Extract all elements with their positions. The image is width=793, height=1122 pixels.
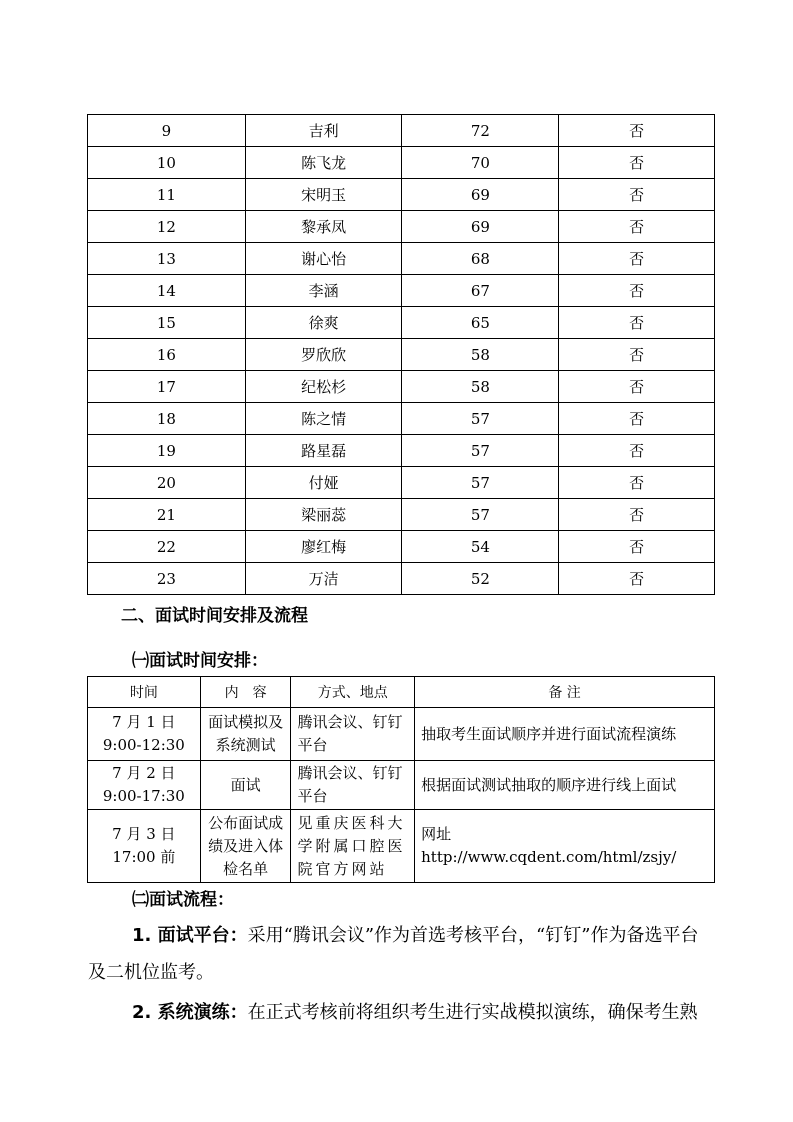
time-range-text: 9:00-12:30: [102, 736, 185, 754]
table-row: [88, 531, 715, 563]
qualified: 否: [559, 467, 715, 499]
score: 65: [402, 307, 559, 339]
table-row: [88, 403, 715, 435]
table-row: [88, 810, 715, 883]
candidate-name: 付娅: [245, 467, 402, 499]
score: 69: [402, 179, 559, 211]
schedule-table: [87, 676, 715, 883]
website-link[interactable]: http://www.cqdent.com/html/zsjy/: [421, 848, 677, 866]
content-text: 系统测试: [215, 736, 276, 754]
note-text: 根据面试测试抽取的顺序进行线上面试: [421, 775, 677, 794]
table-row: [88, 499, 715, 531]
subsection-heading-process: ㈡面试流程：: [132, 890, 234, 910]
method-text: 平台: [297, 736, 328, 754]
header-row: [88, 677, 715, 708]
header-method: 方式、地点: [291, 677, 415, 708]
table-row: [88, 147, 715, 179]
score: 72: [402, 115, 559, 147]
qualified: 否: [559, 499, 715, 531]
candidate-name: 李涵: [245, 275, 402, 307]
row-number: 13: [88, 243, 246, 275]
paragraph-rehearsal: [88, 994, 718, 1031]
score: 58: [402, 371, 559, 403]
qualified: 否: [559, 435, 715, 467]
score: 68: [402, 243, 559, 275]
score: 67: [402, 275, 559, 307]
candidate-name: 谢心怡: [245, 243, 402, 275]
content-text: 面试: [230, 775, 261, 794]
method-text: 平台: [297, 787, 328, 805]
table-row: [88, 339, 715, 371]
score: 52: [402, 563, 559, 595]
paragraph-line: 及二机位监考。: [88, 962, 214, 983]
row-number: 21: [88, 499, 246, 531]
row-number: 20: [88, 467, 246, 499]
qualified: 否: [559, 563, 715, 595]
candidate-name: 梁丽蕊: [245, 499, 402, 531]
method-cell: [291, 708, 415, 761]
time-cell: [88, 810, 201, 883]
content-cell: [200, 810, 291, 883]
row-number: 22: [88, 531, 246, 563]
row-number: 19: [88, 435, 246, 467]
row-number: 23: [88, 563, 246, 595]
schedule-table-header: [88, 677, 715, 708]
qualified: 否: [559, 147, 715, 179]
header-note: 备 注: [415, 677, 715, 708]
qualified: 否: [559, 179, 715, 211]
section-heading: 二、面试时间安排及流程: [121, 606, 308, 626]
qualified: 否: [559, 275, 715, 307]
qualified: 否: [559, 243, 715, 275]
note-text: 网址: [421, 825, 452, 843]
qualified: 否: [559, 403, 715, 435]
content-text: 面试模拟及: [208, 713, 284, 731]
score: 54: [402, 531, 559, 563]
candidate-name: 徐爽: [245, 307, 402, 339]
score-table-body: [88, 115, 715, 595]
candidate-name: 吉利: [245, 115, 402, 147]
table-row: [88, 435, 715, 467]
method-cell: [291, 810, 415, 883]
row-number: 17: [88, 371, 246, 403]
header-time: 时间: [88, 677, 201, 708]
table-row: [88, 708, 715, 761]
table-row: [88, 243, 715, 275]
score-table: [87, 114, 715, 595]
content-cell: [200, 761, 291, 810]
table-row: [88, 211, 715, 243]
paragraph-text: 采用“腾讯会议”作为首选考核平台，“钉钉”作为备选平台: [247, 925, 699, 946]
note-cell: [415, 761, 715, 810]
table-row: [88, 275, 715, 307]
time-cell: [88, 708, 201, 761]
date-text: 7 月 1 日: [112, 713, 176, 731]
header-content: 内 容: [200, 677, 291, 708]
row-number: 12: [88, 211, 246, 243]
table-row: [88, 467, 715, 499]
date-text: 7 月 3 日: [112, 825, 176, 843]
table-row: [88, 761, 715, 810]
method-text: 见重庆医科大: [297, 813, 406, 832]
candidate-name: 宋明玉: [245, 179, 402, 211]
method-text: 学附属口腔医: [297, 836, 406, 855]
qualified: 否: [559, 371, 715, 403]
table-row: [88, 115, 715, 147]
score: 69: [402, 211, 559, 243]
table-row: [88, 307, 715, 339]
qualified: 否: [559, 531, 715, 563]
method-text: 腾讯会议、钉钉: [297, 713, 403, 731]
row-number: 16: [88, 339, 246, 371]
qualified: 否: [559, 307, 715, 339]
score: 57: [402, 435, 559, 467]
paragraph-text: 在正式考核前将组织考生进行实战模拟演练，确保考生熟: [247, 1002, 698, 1023]
method-text: 院官方网站: [297, 859, 388, 878]
time-cell: [88, 761, 201, 810]
time-range-text: 9:00-17:30: [102, 787, 185, 805]
content-cell: [200, 708, 291, 761]
paragraph-line: [88, 917, 718, 954]
table-row: [88, 371, 715, 403]
paragraph-line: [88, 994, 718, 1031]
candidate-name: 路星磊: [245, 435, 402, 467]
row-number: 14: [88, 275, 246, 307]
note-cell: [415, 708, 715, 761]
table-row: [88, 563, 715, 595]
candidate-name: 廖红梅: [245, 531, 402, 563]
time-range-text: 17:00 前: [112, 848, 176, 866]
candidate-name: 陈之情: [245, 403, 402, 435]
method-cell: [291, 761, 415, 810]
score: 58: [402, 339, 559, 371]
candidate-name: 陈飞龙: [245, 147, 402, 179]
table-row: [88, 179, 715, 211]
row-number: 10: [88, 147, 246, 179]
qualified: 否: [559, 115, 715, 147]
note-cell: [415, 810, 715, 883]
score: 70: [402, 147, 559, 179]
subsection-heading-schedule: ㈠面试时间安排：: [132, 651, 268, 671]
row-number: 9: [88, 115, 246, 147]
date-text: 7 月 2 日: [112, 764, 176, 782]
score: 57: [402, 499, 559, 531]
paragraph-label: 1. 面试平台：: [132, 925, 248, 946]
candidate-name: 万洁: [245, 563, 402, 595]
candidate-name: 纪松杉: [245, 371, 402, 403]
schedule-table-body: [88, 708, 715, 883]
score: 57: [402, 403, 559, 435]
content-text: 绩及进入体: [208, 836, 284, 855]
method-text: 腾讯会议、钉钉: [297, 764, 403, 782]
score: 57: [402, 467, 559, 499]
paragraph-platform: [88, 917, 718, 991]
paragraph-label: 2. 系统演练：: [132, 1002, 248, 1023]
qualified: 否: [559, 339, 715, 371]
candidate-name: 黎承凤: [245, 211, 402, 243]
row-number: 18: [88, 403, 246, 435]
content-text: 检名单: [223, 859, 269, 878]
qualified: 否: [559, 211, 715, 243]
note-text: 抽取考生面试顺序并进行面试流程演练: [421, 724, 677, 743]
content-text: 公布面试成: [208, 813, 284, 832]
row-number: 11: [88, 179, 246, 211]
candidate-name: 罗欣欣: [245, 339, 402, 371]
row-number: 15: [88, 307, 246, 339]
